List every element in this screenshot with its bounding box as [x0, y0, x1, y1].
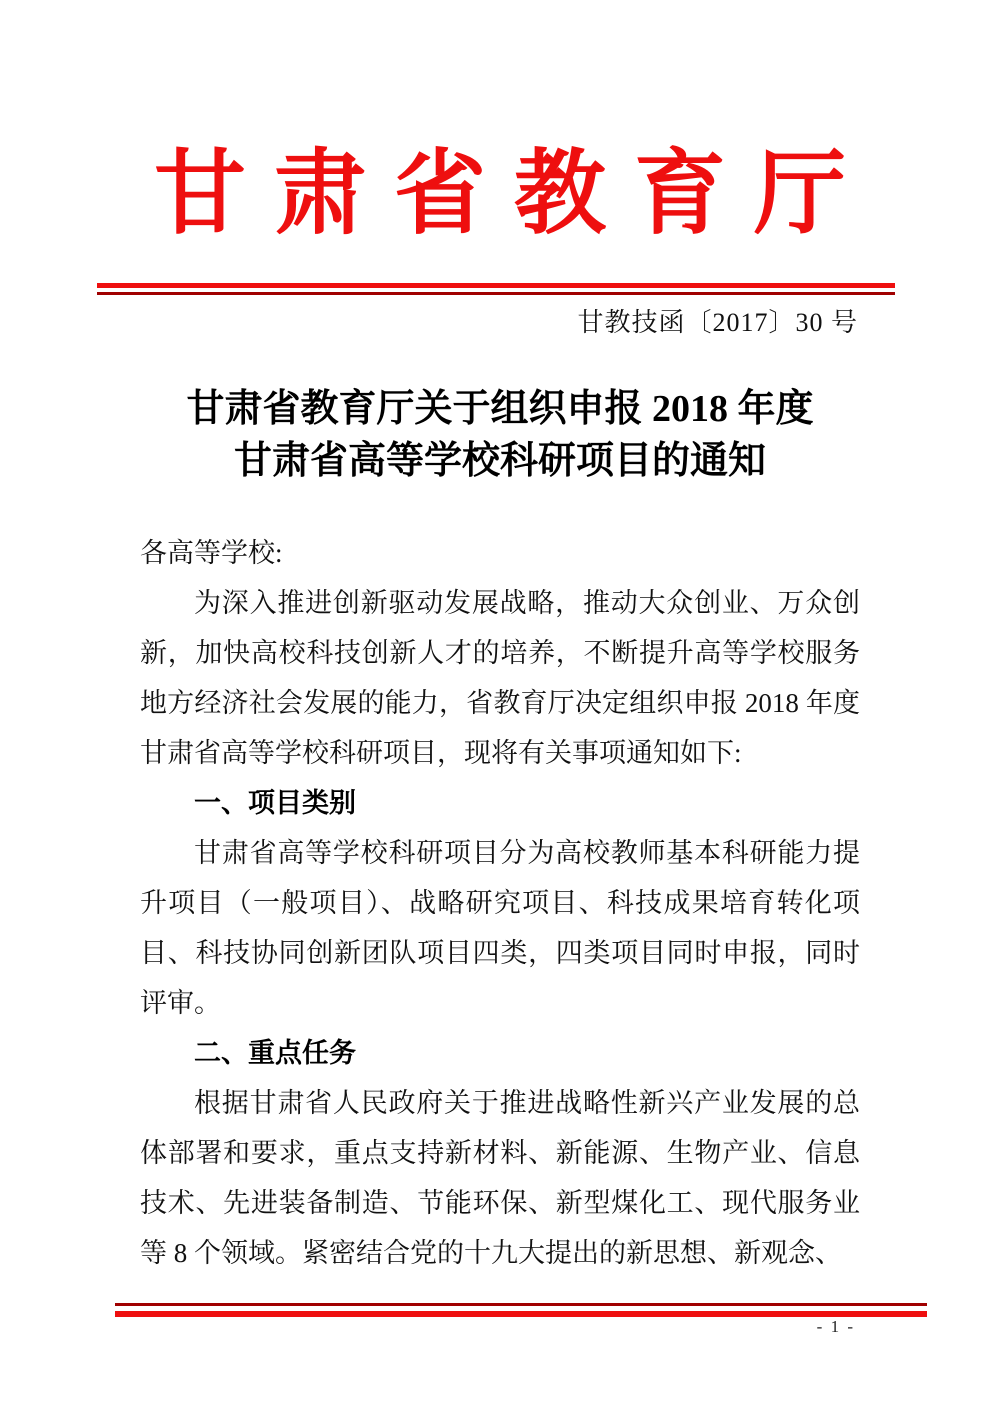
footer-divider-thick-line [115, 1311, 927, 1317]
doc-title-line-2: 甘肃省高等学校科研项目的通知 [233, 440, 766, 482]
doc-reference-number: 甘教技函〔2017〕30 号 [577, 308, 858, 337]
doc-body [140, 528, 860, 1278]
org-name-masthead: 甘肃省教育厅 [153, 143, 874, 245]
paragraph-project-categories: 甘肃省高等学校科研项目分为高校教师基本科研能力提升项目（一般项目）、战略研究项目、科技成果培育转化项目、科技协同创新团队项目四类，四类项目同时申报，同时评审。 [140, 838, 860, 1018]
salutation: 各高等学校: [140, 538, 283, 568]
paragraph-intro: 为深入推进创新驱动发展战略，推动大众创业、万众创新，加快高校科技创新人才的培养，不断提升高等学校服务地方经济社会发展的能力，省教育厅决定组织申报 2018 年度甘肃省高等学校科研项目，现将有关事项通知如下: [140, 588, 860, 768]
footer-divider [115, 1303, 927, 1317]
doc-title-line-1: 甘肃省教育厅关于组织申报 2018 年度 [186, 388, 814, 430]
footer-divider-thin-line [115, 1303, 927, 1306]
section-heading-2: 二、重点任务 [194, 1038, 356, 1068]
header-divider [97, 283, 895, 295]
paragraph-key-tasks: 根据甘肃省人民政府关于推进战略性新兴产业发展的总体部署和要求，重点支持新材料、新能源、生物产业、信息技术、先进装备制造、节能环保、新型煤化工、现代服务业等 8 个领域。紧密结合党的十九大提出的新思想、新观念、 [140, 1088, 860, 1268]
header-divider-thick-line [97, 283, 895, 288]
section-heading-1: 一、项目类别 [194, 788, 356, 818]
page-number: - 1 - [816, 1317, 855, 1336]
header-divider-thin-line [97, 292, 895, 295]
doc-title [0, 383, 1000, 487]
